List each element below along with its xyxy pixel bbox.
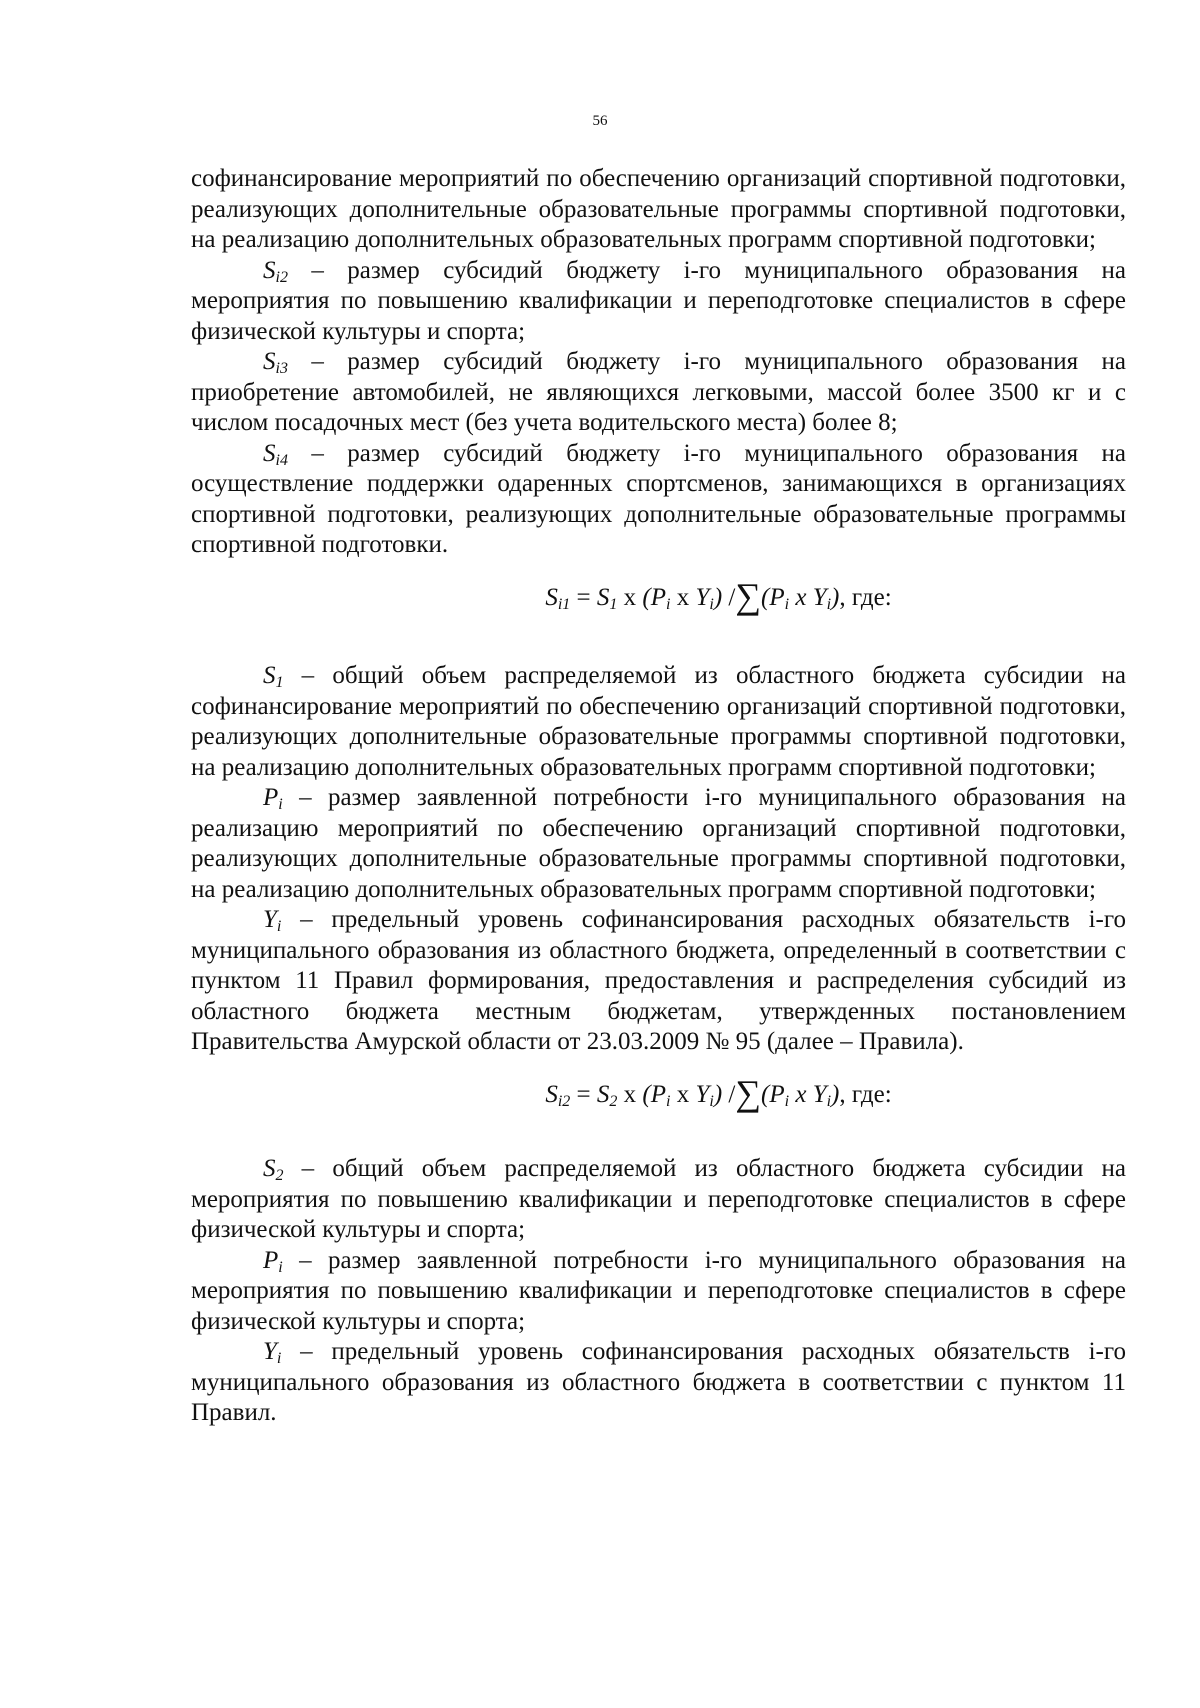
formula-tail: , где: [839,1080,892,1108]
definition-yi-1 [191,905,1126,1058]
formula-rhs-subscript: 2 [609,1092,618,1110]
definition-text: – общий объем распределяемой из областного бюджета субсидии на мероприятия по повышению квалификации и переподготовке специалистов в сфере физической культуры и спорта; [191,1155,1126,1243]
document-body [191,164,1126,1429]
formula-lhs-subscript: i1 [557,595,571,613]
definition-text: – размер заявленной потребности i-го муниципального образования на реализацию мероприятий по обеспечению организаций спортивной подготовки, реализующих дополнительные образовательные программы спортивной подготовки, на реализацию дополнительных образовательных программ спортивной подготовки; [191,784,1126,903]
symbol: Y [263,906,277,933]
definition-s2 [191,1154,1126,1246]
page-number: 56 [592,113,608,129]
symbol-subscript: 1 [275,674,284,691]
symbol-subscript: i2 [275,268,288,286]
sigma-icon: ∑ [735,1072,762,1113]
symbol: S [263,348,276,375]
symbol-subscript: i [278,796,283,813]
definition-s1 [191,661,1126,783]
definition-text: – размер субсидий бюджету i-го муниципального образования на приобретение автомобилей, не являющихся легковыми, массой более 3500 кг и с числом посадочных мест (без учета водительского места) более 8; [191,348,1126,436]
formula-s-i1: $S_{i1} = S_1$ x ($P_i$ x $Y_i$) $/\sum(P_i$ x $Y_i$), где: [545,575,892,616]
symbol: S [263,439,276,467]
definition-text: – размер заявленной потребности i-го муниципального образования на мероприятия по повышению квалификации и переподготовке специалистов в сфере физической культуры и спорта; [191,1246,1126,1335]
symbol: P [263,784,279,811]
formula-tail: , где: [839,583,892,611]
symbol-subscript: i [278,1258,283,1276]
definition-pi-2 [191,1246,1126,1338]
symbol-subscript: 2 [275,1167,284,1184]
formula-s-i2: $S_{i2} = S_2$ x ($P_i$ x $Y_i$) $/\sum(P_i$ x $Y_i$), где: [545,1072,892,1113]
formula-rhs-subscript: 1 [609,595,618,613]
definition-yi-2 [191,1337,1126,1429]
symbol-subscript: i3 [275,360,288,377]
symbol-subscript: i [276,1350,282,1367]
definition-text: – общий объем распределяемой из областного бюджета субсидии на софинансирование мероприятий по обеспечению организаций спортивной подготовки, реализующих дополнительные образовательные программы спортивной подготовки, на реализацию дополнительных образовательных программ спортивной подготовки; [191,662,1126,781]
paragraph-continuation: софинансирование мероприятий по обеспечению организаций спортивной подготовки, реализующих дополнительные образовательные программы спортивной подготовки, на реализацию дополнительных образовательных программ спортивной подготовки; [191,165,1126,253]
definition-s-i3 [191,347,1126,439]
sigma-icon: ∑ [735,575,762,616]
definition-text: – размер субсидий бюджету i-го муниципального образования на осуществление поддержки одаренных спортсменов, занимающихся в организациях спортивной подготовки, реализующих дополнительные образовательные программы спортивной подготовки. [191,439,1126,558]
symbol: S [263,1155,276,1182]
symbol-subscript: i [276,918,282,935]
definition-text: – предельный уровень софинансирования расходных обязательств i-го муниципального образования из областного бюджета в соответствии с пунктом 11 Правил. [191,1338,1126,1426]
symbol-subscript: i4 [275,451,288,469]
formula-lhs-subscript: i2 [557,1092,571,1110]
symbol: S [263,662,276,689]
symbol: Y [263,1338,277,1365]
definition-s-i4 [191,439,1126,561]
definition-pi-1 [191,783,1126,905]
definition-text: – размер субсидий бюджету i-го муниципального образования на мероприятия по повышению квалификации и переподготовке специалистов в сфере физической культуры и спорта; [191,256,1126,345]
symbol: S [263,256,276,284]
definition-text: – предельный уровень софинансирования расходных обязательств i-го муниципального образования из областного бюджета, определенный в соответствии с пунктом 11 Правил формирования, предоставления и распределения субсидий из областного бюджета местным бюджетам, утвержденных постановлением Правительства Амурской области от 23.03.2009 № 95 (далее – Правила). [191,906,1126,1055]
definition-s-i2 [191,256,1126,348]
symbol: P [263,1246,279,1274]
